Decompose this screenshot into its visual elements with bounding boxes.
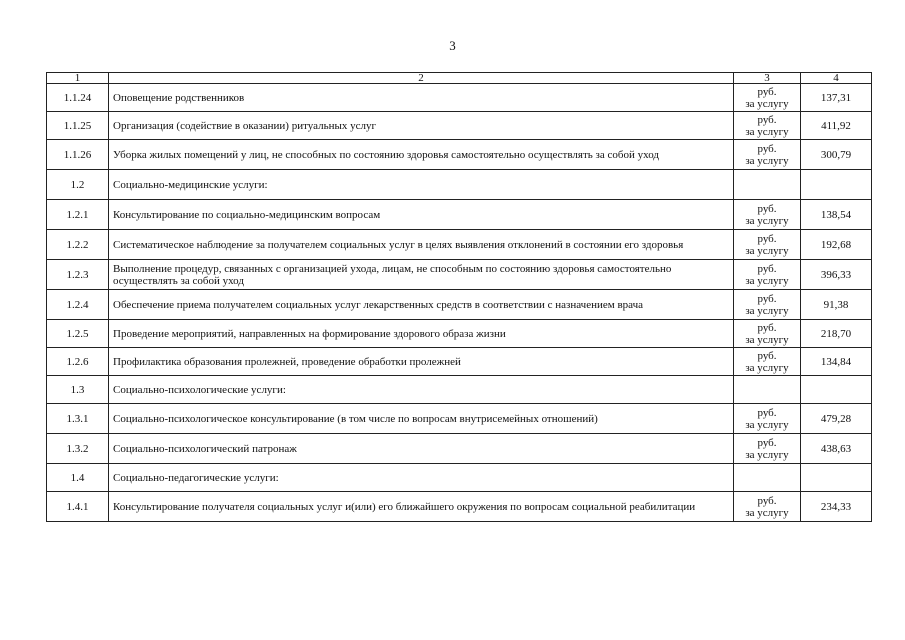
unit-cell — [734, 230, 801, 260]
price-cell: 91,38 — [801, 290, 872, 320]
unit-currency: руб. — [757, 292, 777, 305]
price-cell: 396,33 — [801, 260, 872, 290]
row-number-cell: 1.3.2 — [47, 434, 109, 464]
row-number-cell: 1.4 — [47, 464, 109, 492]
unit-currency: руб. — [757, 494, 777, 507]
unit-currency: руб. — [757, 142, 777, 155]
price-cell: 192,68 — [801, 230, 872, 260]
price-cell: 218,70 — [801, 320, 872, 348]
table-row — [47, 84, 872, 112]
unit-cell — [734, 492, 801, 522]
unit-per-service: за услугу — [745, 448, 789, 461]
section-title-cell: Социально-педагогические услуги: — [109, 464, 734, 492]
service-name-cell: Профилактика образования пролежней, проведение обработки пролежней — [109, 348, 734, 376]
row-number-cell: 1.2 — [47, 170, 109, 200]
row-number-cell: 1.2.1 — [47, 200, 109, 230]
section-title-cell: Социально-медицинские услуги: — [109, 170, 734, 200]
row-number-cell: 1.3 — [47, 376, 109, 404]
unit-cell — [734, 112, 801, 140]
table-row — [47, 140, 872, 170]
services-price-table — [46, 72, 872, 522]
price-cell: 438,63 — [801, 434, 872, 464]
price-cell: 134,84 — [801, 348, 872, 376]
unit-per-service: за услугу — [745, 418, 789, 431]
table-row — [47, 290, 872, 320]
unit-per-service: за услугу — [745, 154, 789, 167]
row-number-cell: 1.2.3 — [47, 260, 109, 290]
row-number-cell: 1.4.1 — [47, 492, 109, 522]
unit-currency: руб. — [757, 321, 777, 334]
header-col-1: 1 — [47, 73, 109, 84]
unit-cell — [734, 434, 801, 464]
unit-cell — [734, 464, 801, 492]
row-number-cell: 1.2.4 — [47, 290, 109, 320]
table-row — [47, 230, 872, 260]
unit-cell — [734, 404, 801, 434]
price-cell — [801, 464, 872, 492]
unit-cell — [734, 348, 801, 376]
table-row — [47, 260, 872, 290]
header-col-4: 4 — [801, 73, 872, 84]
service-name-cell: Организация (содействие в оказании) ритуальных услуг — [109, 112, 734, 140]
unit-per-service: за услугу — [745, 333, 789, 346]
price-cell: 138,54 — [801, 200, 872, 230]
section-row — [47, 376, 872, 404]
row-number-cell: 1.2.5 — [47, 320, 109, 348]
row-number-cell: 1.1.24 — [47, 84, 109, 112]
unit-cell — [734, 200, 801, 230]
table-row — [47, 492, 872, 522]
row-number-cell: 1.1.26 — [47, 140, 109, 170]
unit-per-service: за услугу — [745, 506, 789, 519]
unit-cell — [734, 376, 801, 404]
service-name-cell: Систематическое наблюдение за получателем социальных услуг в целях выявления отклонений в состоянии его здоровья — [109, 230, 734, 260]
service-name-cell: Консультирование получателя социальных услуг и(или) его ближайшего окружения по вопросам социальной реабилитации — [109, 492, 734, 522]
price-cell: 137,31 — [801, 84, 872, 112]
table-row — [47, 404, 872, 434]
row-number-cell: 1.2.2 — [47, 230, 109, 260]
unit-currency: руб. — [757, 262, 777, 275]
service-name-cell: Социально-психологический патронаж — [109, 434, 734, 464]
unit-per-service: за услугу — [745, 244, 789, 257]
unit-currency: руб. — [757, 85, 777, 98]
header-col-2: 2 — [109, 73, 734, 84]
service-name-cell: Оповещение родственников — [109, 84, 734, 112]
service-name-cell: Уборка жилых помещений у лиц, не способных по состоянию здоровья самостоятельно осуществлять за собой уход — [109, 140, 734, 170]
price-cell: 479,28 — [801, 404, 872, 434]
row-number-cell: 1.2.6 — [47, 348, 109, 376]
unit-currency: руб. — [757, 232, 777, 245]
price-cell: 300,79 — [801, 140, 872, 170]
price-cell — [801, 376, 872, 404]
table-row — [47, 200, 872, 230]
unit-currency: руб. — [757, 436, 777, 449]
unit-per-service: за услугу — [745, 304, 789, 317]
header-col-3: 3 — [734, 73, 801, 84]
row-number-cell: 1.1.25 — [47, 112, 109, 140]
section-title-cell: Социально-психологические услуги: — [109, 376, 734, 404]
unit-per-service: за услугу — [745, 97, 789, 110]
table-row — [47, 112, 872, 140]
unit-per-service: за услугу — [745, 214, 789, 227]
service-name-cell: Проведение мероприятий, направленных на формирование здорового образа жизни — [109, 320, 734, 348]
unit-currency: руб. — [757, 202, 777, 215]
price-cell: 411,92 — [801, 112, 872, 140]
section-row — [47, 464, 872, 492]
table-row — [47, 320, 872, 348]
price-cell: 234,33 — [801, 492, 872, 522]
service-name-cell: Обеспечение приема получателем социальных услуг лекарственных средств в соответствии с назначением врача — [109, 290, 734, 320]
page-number: 3 — [449, 38, 456, 53]
unit-cell — [734, 140, 801, 170]
unit-cell — [734, 170, 801, 200]
price-cell — [801, 170, 872, 200]
unit-cell — [734, 84, 801, 112]
service-name-cell: Выполнение процедур, связанных с организацией ухода, лицам, не способным по состоянию здоровья самостоятельно осуществлять за собой уход — [109, 260, 734, 290]
unit-currency: руб. — [757, 406, 777, 419]
table-row — [47, 348, 872, 376]
table-row — [47, 434, 872, 464]
section-row — [47, 170, 872, 200]
unit-currency: руб. — [757, 349, 777, 362]
unit-cell — [734, 290, 801, 320]
table-header-row — [47, 73, 872, 84]
unit-cell — [734, 320, 801, 348]
unit-per-service: за услугу — [745, 361, 789, 374]
unit-per-service: за услугу — [745, 274, 789, 287]
unit-per-service: за услугу — [745, 125, 789, 138]
unit-currency: руб. — [757, 113, 777, 126]
service-name-cell: Социально-психологическое консультирование (в том числе по вопросам внутрисемейных отношений) — [109, 404, 734, 434]
unit-cell — [734, 260, 801, 290]
service-name-cell: Консультирование по социально-медицинским вопросам — [109, 200, 734, 230]
row-number-cell: 1.3.1 — [47, 404, 109, 434]
